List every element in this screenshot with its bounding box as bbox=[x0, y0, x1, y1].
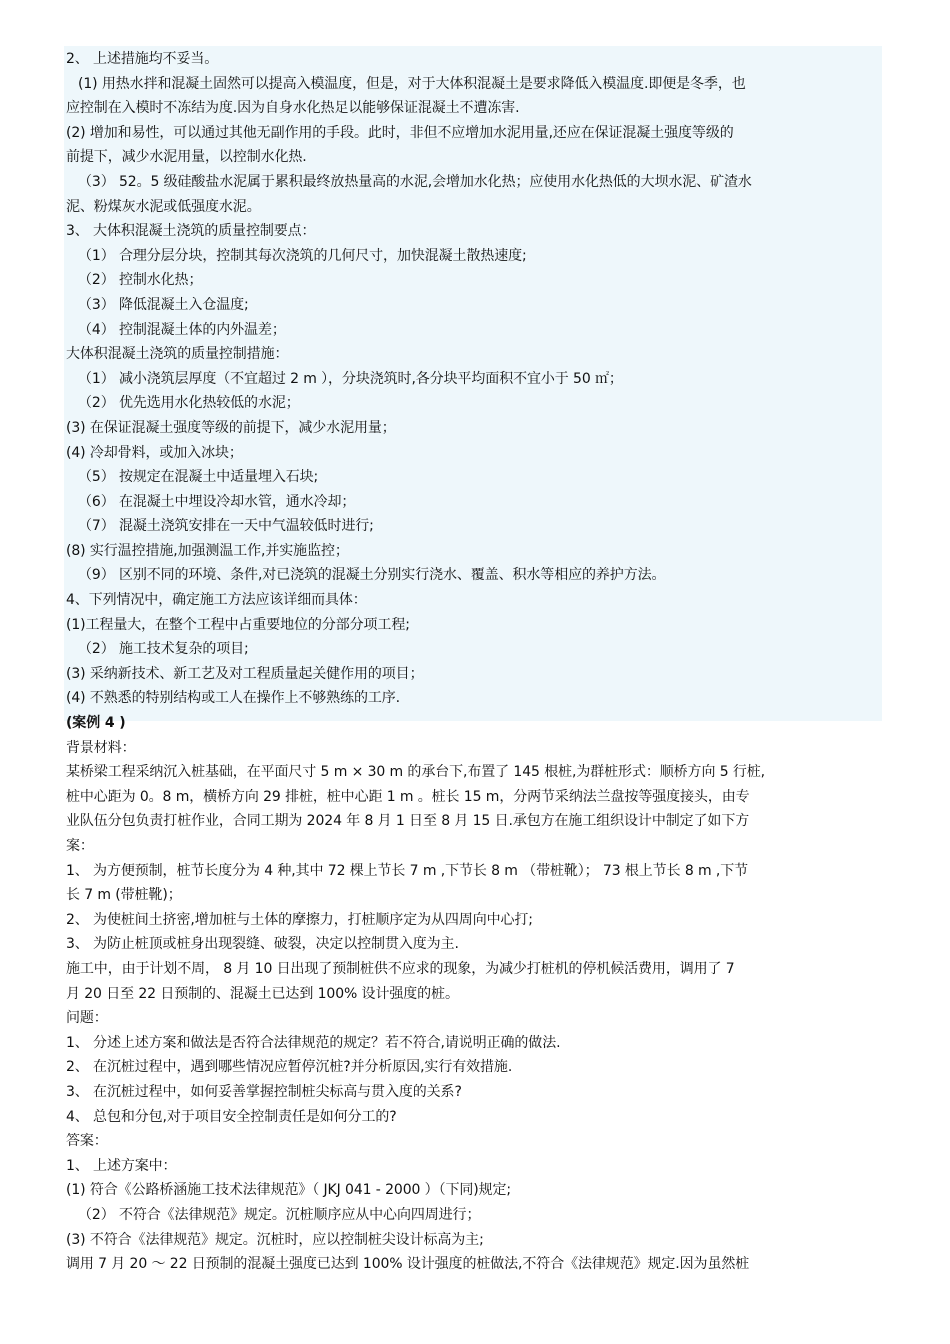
text-line: 长 7 m (带桩靴)； bbox=[66, 887, 182, 904]
text-line: 月 20 日至 22 日预制的、混凝土已达到 100% 设计强度的桩。 bbox=[66, 985, 459, 1002]
text-line: 答案： bbox=[66, 1133, 108, 1150]
text-line: (1) 用热水拌和混凝土固然可以提高入模温度，但是，对于大体积混凝土是要求降低入模温度.即便是冬季，也 bbox=[78, 75, 746, 92]
text-line: 4、 总包和分包,对于项目安全控制责任是如何分工的? bbox=[66, 1108, 397, 1125]
text-line: 大体积混凝土浇筑的质量控制措施： bbox=[66, 346, 289, 363]
text-line: （3） 52。5 级硅酸盐水泥属于累积最终放热量高的水泥,会增加水化热；应使用水化热低的大坝水泥、矿渣水 bbox=[78, 173, 752, 190]
answer-section bbox=[66, 47, 886, 711]
text-line: 调用 7 月 20 ～ 22 日预制的混凝土强度已达到 100% 设计强度的桩做法,不符合《法律规范》规定.因为虽然桩 bbox=[66, 1256, 750, 1273]
text-line: 1、 上述方案中： bbox=[66, 1157, 177, 1174]
text-line: (3) 不符合《法律规范》规定。沉桩时，应以控制桩尖设计标高为主; bbox=[66, 1231, 484, 1248]
text-line: (4) 不熟悉的特别结构或工人在操作上不够熟练的工序. bbox=[66, 690, 401, 707]
text-line: 施工中，由于计划不周， 8 月 10 日出现了预制桩供不应求的现象，为减少打桩机的停机候活费用，调用了 7 bbox=[66, 960, 735, 977]
text-line: （5） 按规定在混凝土中适量埋入石块; bbox=[78, 469, 319, 486]
text-line: （1） 合理分层分块，控制其每次浇筑的几何尺寸，加快混凝土散热速度; bbox=[78, 247, 527, 264]
text-line: 1、 分述上述方案和做法是否符合法律规范的规定？若不符合,请说明正确的做法. bbox=[66, 1034, 561, 1051]
text-line: (4) 冷却骨料，或加入冰块； bbox=[66, 444, 243, 461]
text-line: 某桥梁工程采纳沉入桩基础，在平面尺寸 5 m × 30 m 的承台下,布置了 145 根桩,为群桩形式：顺桥方向 5 行桩, bbox=[66, 764, 766, 781]
text-line: 3、 大体积混凝土浇筑的质量控制要点： bbox=[66, 223, 316, 240]
text-line: 2、 上述措施均不妥当。 bbox=[66, 51, 219, 67]
text-line: （1） 减小浇筑层厚度（不宜超过 2 m ），分块浇筑时,各分块平均面积不宜小于 50 ㎡； bbox=[78, 370, 623, 387]
case-title: (案例 4 ) bbox=[66, 715, 126, 732]
document-content bbox=[66, 47, 886, 1277]
text-line: 泥、粉煤灰水泥或低强度水泥。 bbox=[66, 198, 261, 215]
text-line: 2、 为使桩间土挤密,增加桩与土体的摩擦力，打桩顺序定为从四周向中心打; bbox=[66, 911, 533, 928]
text-line: 3、 在沉桩过程中，如何妥善掌握控制桩尖标高与贯入度的关系? bbox=[66, 1083, 462, 1100]
text-line: (1)工程量大，在整个工程中占重要地位的分部分项工程; bbox=[66, 616, 410, 633]
text-line: 案： bbox=[66, 838, 94, 854]
text-line: 1、 为方便预制，桩节长度分为 4 种,其中 72 棵上节长 7 m ,下节长 8 m （带桩靴）； 73 根上节长 8 m ,下节 bbox=[66, 862, 749, 879]
text-line: (1) 符合《公路桥涵施工技术法律规范》（ JKJ 041 - 2000 ）（下同)规定; bbox=[66, 1182, 512, 1199]
text-line: (3) 在保证混凝土强度等级的前提下，减少水泥用量； bbox=[66, 419, 396, 436]
text-line: 问题： bbox=[66, 1010, 108, 1027]
text-line: （9） 区别不同的环境、条件,对已浇筑的混凝土分别实行浇水、覆盖、积水等相应的养护方法。 bbox=[78, 567, 666, 584]
text-line: （7） 混凝土浇筑安排在一天中气温较低时进行; bbox=[78, 518, 374, 535]
text-line: 背景材料： bbox=[66, 739, 136, 756]
text-line: 4、下列情况中，确定施工方法应该详细而具体： bbox=[66, 592, 367, 609]
text-line: （2） 不符合《法律规范》规定。沉桩顺序应从中心向四周进行； bbox=[78, 1206, 481, 1223]
text-line: (8) 实行温控措施,加强测温工作,并实施监控； bbox=[66, 542, 349, 559]
text-line: （6） 在混凝土中埋设冷却水管，通水冷却； bbox=[78, 493, 356, 510]
text-line: (2) 增加和易性，可以通过其他无副作用的手段。此时，非但不应增加水泥用量,还应在保证混凝土强度等级的 bbox=[66, 124, 734, 141]
case-section bbox=[66, 736, 886, 1277]
text-line: (3) 采纳新技术、新工艺及对工程质量起关健作用的项目； bbox=[66, 665, 424, 682]
text-line: 2、 在沉桩过程中，遇到哪些情况应暂停沉桩?并分析原因,实行有效措施. bbox=[66, 1059, 513, 1076]
text-line: 桩中心距为 0。8 m，横桥方向 29 排桩，桩中心距 1 m 。桩长 15 m，分两节采纳法兰盘按等强度接头，由专 bbox=[66, 788, 750, 805]
text-line: 应控制在入模时不冻结为度.因为自身水化热足以能够保证混凝土不遭冻害. bbox=[66, 100, 520, 117]
text-line: 前提下，减少水泥用量，以控制水化热. bbox=[66, 149, 307, 166]
text-line: 业队伍分包负责打桩作业，合同工期为 2024 年 8 月 1 日至 8 月 15 日.承包方在施工组织设计中制定了如下方 bbox=[66, 813, 750, 830]
text-line: （2） 控制水化热； bbox=[78, 272, 203, 289]
text-line: （4） 控制混凝土体的内外温差； bbox=[78, 321, 286, 338]
text-line: （2） 施工技术复杂的项目; bbox=[78, 641, 249, 658]
text-line: （3） 降低混凝土入仓温度; bbox=[78, 296, 249, 313]
text-line: 3、 为防止桩顶或桩身出现裂缝、破裂，决定以控制贯入度为主. bbox=[66, 936, 459, 953]
text-line: （2） 优先选用水化热较低的水泥； bbox=[78, 395, 300, 412]
